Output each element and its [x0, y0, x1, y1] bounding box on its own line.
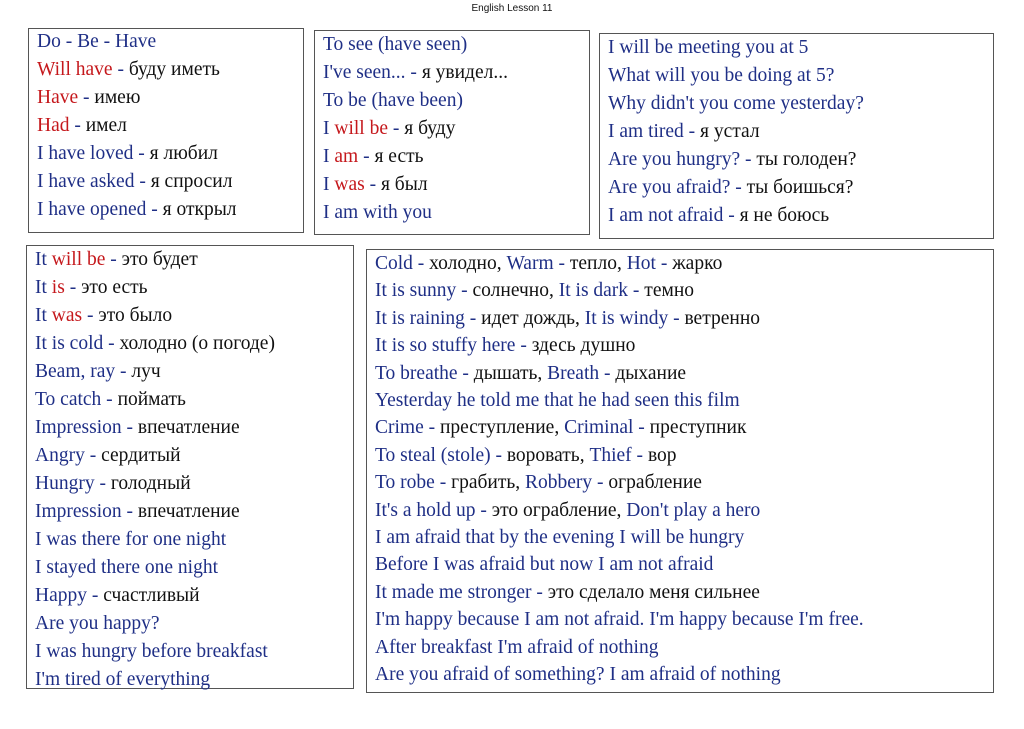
- russian-text: дышать,: [473, 362, 548, 384]
- highlight-text: am: [334, 146, 359, 167]
- phrase-line: [37, 199, 237, 221]
- english-text: Are you afraid of something? I am afraid of nothing: [375, 664, 781, 685]
- russian-text: грабить,: [451, 472, 526, 494]
- phrase-line: [323, 118, 455, 140]
- highlight-text: will be: [51, 249, 106, 270]
- highlight-text: was: [51, 305, 83, 326]
- english-text: It is so stuffy here -: [375, 335, 532, 357]
- phrase-line: [375, 664, 781, 686]
- english-text: I was there for one night: [35, 529, 227, 550]
- english-text: I am afraid that by the evening I will be hungry: [375, 527, 745, 548]
- russian-text: это было: [98, 305, 173, 326]
- english-text: Cold -: [375, 253, 430, 274]
- english-text: What will you be doing at 5?: [608, 65, 835, 86]
- russian-text: тепло,: [569, 253, 627, 274]
- english-text: Do - Be - Have: [37, 31, 157, 52]
- phrase-line: [323, 146, 424, 168]
- phrase-line: [35, 445, 181, 467]
- english-text: It: [35, 249, 52, 270]
- phrase-line: [608, 149, 856, 171]
- phrase-line: [37, 59, 220, 81]
- highlight-text: will be: [334, 118, 388, 139]
- english-text: Criminal -: [564, 417, 650, 439]
- russian-text: впечатление: [137, 501, 240, 522]
- vocab-box-questions: [599, 33, 994, 239]
- russian-text: преступление,: [439, 417, 565, 439]
- phrase-line: [35, 361, 161, 383]
- russian-text: ограбление: [608, 472, 702, 494]
- highlight-text: Have: [37, 87, 79, 108]
- phrase-line: [375, 363, 686, 385]
- english-text: I have opened -: [37, 199, 163, 220]
- russian-text: впечатление: [137, 417, 240, 438]
- phrase-line: [375, 335, 635, 357]
- english-text: It: [35, 277, 52, 298]
- russian-text: я устал: [700, 121, 760, 142]
- phrase-line: [375, 582, 760, 604]
- english-text: Impression -: [35, 417, 138, 438]
- russian-text: темно: [644, 280, 694, 302]
- russian-text: это сделало меня сильнее: [547, 581, 760, 603]
- english-text: -: [69, 115, 86, 136]
- vocab-box-do-be-have: [28, 28, 304, 233]
- russian-text: я есть: [374, 146, 424, 167]
- vocab-box-weather-crime: [366, 249, 994, 693]
- phrase-line: [375, 500, 760, 522]
- english-text: I: [323, 146, 335, 167]
- phrase-line: [375, 253, 722, 275]
- highlight-text: Had: [37, 115, 70, 136]
- english-text: Crime -: [375, 417, 440, 439]
- english-text: I was hungry before breakfast: [35, 641, 268, 662]
- phrase-line: [35, 557, 218, 579]
- phrase-line: [375, 390, 740, 412]
- highlight-text: is: [51, 277, 65, 298]
- russian-text: ветренно: [684, 307, 761, 329]
- russian-text: имею: [94, 87, 141, 108]
- english-text: It is raining -: [375, 307, 482, 329]
- english-text: It is dark -: [558, 280, 645, 302]
- phrase-line: [35, 305, 172, 327]
- english-text: Impression -: [35, 501, 138, 522]
- english-text: Don't play a hero: [626, 499, 761, 521]
- english-text: -: [105, 249, 122, 270]
- english-text: -: [358, 146, 375, 167]
- phrase-line: [375, 472, 702, 494]
- english-text: I will be meeting you at 5: [608, 37, 809, 58]
- english-text: I stayed there one night: [35, 557, 219, 578]
- english-text: -: [64, 277, 82, 298]
- russian-text: идет дождь,: [481, 307, 585, 329]
- english-text: To steal (stole) -: [375, 444, 507, 466]
- english-text: -: [112, 59, 129, 80]
- english-text: I am not afraid -: [608, 205, 740, 226]
- english-text: Warm -: [506, 253, 570, 274]
- english-text: To robe -: [375, 472, 452, 494]
- english-text: To see (have seen): [323, 34, 468, 55]
- english-text: Are you happy?: [35, 613, 160, 634]
- english-text: Why didn't you come yesterday?: [608, 93, 864, 114]
- phrase-line: [375, 527, 744, 549]
- phrase-line: [37, 87, 140, 109]
- phrase-line: [608, 65, 834, 87]
- phrase-line: [323, 202, 432, 224]
- phrase-line: [323, 174, 428, 196]
- phrase-line: [608, 93, 864, 115]
- russian-text: я был: [380, 174, 428, 195]
- phrase-line: [35, 249, 198, 271]
- english-text: I've seen... -: [323, 62, 422, 83]
- phrase-line: [35, 277, 148, 299]
- english-text: -: [78, 87, 95, 108]
- russian-text: здесь душно: [531, 335, 636, 357]
- english-text: It's a hold up -: [375, 499, 492, 521]
- english-text: Angry -: [35, 445, 102, 466]
- russian-text: ты боишься?: [746, 177, 854, 198]
- english-text: Thief -: [589, 444, 648, 466]
- english-text: Happy -: [35, 585, 104, 606]
- phrase-line: [37, 171, 232, 193]
- phrase-line: [608, 37, 808, 59]
- russian-text: дыхание: [615, 362, 687, 384]
- phrase-line: [375, 308, 760, 330]
- russian-text: холодно (о погоде): [119, 333, 275, 354]
- vocab-box-to-see: [314, 30, 590, 235]
- english-text: I have asked -: [37, 171, 151, 192]
- english-text: -: [82, 305, 99, 326]
- phrase-line: [35, 585, 200, 607]
- phrase-line: [37, 31, 156, 53]
- phrase-line: [323, 90, 463, 112]
- russian-text: буду иметь: [128, 59, 220, 80]
- russian-text: счастливый: [103, 585, 200, 606]
- russian-text: я спросил: [150, 171, 233, 192]
- english-text: -: [388, 118, 405, 139]
- russian-text: голодный: [110, 473, 191, 494]
- phrase-line: [35, 473, 191, 495]
- english-text: To breathe -: [375, 362, 474, 384]
- russian-text: это будет: [121, 249, 198, 270]
- english-text: It is sunny -: [375, 280, 473, 302]
- english-text: I'm happy because I am not afraid. I'm happy because I'm free.: [375, 609, 864, 631]
- page-title: English Lesson 11: [471, 3, 553, 14]
- english-text: I am with you: [323, 202, 432, 223]
- phrase-line: [35, 389, 186, 411]
- russian-text: вор: [647, 444, 677, 466]
- english-text: It: [35, 305, 52, 326]
- phrase-line: [35, 669, 210, 691]
- phrase-line: [375, 637, 658, 659]
- english-text: Yesterday he told me that he had seen this film: [375, 390, 740, 411]
- phrase-line: [35, 333, 275, 355]
- english-text: It is cold -: [35, 333, 120, 354]
- russian-text: это ограбление,: [491, 499, 627, 521]
- english-text: Hot -: [626, 253, 673, 274]
- english-text: Are you hungry? -: [608, 149, 757, 170]
- phrase-line: [608, 121, 760, 143]
- phrase-line: [608, 177, 853, 199]
- english-text: Breath -: [547, 362, 616, 384]
- russian-text: имел: [85, 115, 127, 136]
- english-text: To catch -: [35, 389, 118, 410]
- russian-text: ты голоден?: [756, 149, 857, 170]
- english-text: It is windy -: [584, 307, 685, 329]
- phrase-line: [35, 641, 268, 663]
- english-text: Beam, ray -: [35, 361, 132, 382]
- english-text: Robbery -: [525, 472, 609, 494]
- phrase-line: [35, 529, 226, 551]
- russian-text: поймать: [117, 389, 186, 410]
- phrase-line: [323, 34, 467, 56]
- russian-text: сердитый: [101, 445, 181, 466]
- russian-text: я не боюсь: [739, 205, 830, 226]
- phrase-line: [375, 280, 694, 302]
- english-text: Are you afraid? -: [608, 177, 747, 198]
- phrase-line: [37, 143, 218, 165]
- english-text: I have loved -: [37, 143, 150, 164]
- phrase-line: [35, 613, 160, 635]
- phrase-line: [35, 417, 240, 439]
- english-text: I am tired -: [608, 121, 701, 142]
- russian-text: преступник: [649, 417, 747, 439]
- english-text: -: [364, 174, 381, 195]
- vocab-box-it-will-be: [26, 245, 354, 689]
- english-text: Before I was afraid but now I am not afraid: [375, 554, 714, 576]
- phrase-line: [375, 417, 746, 439]
- russian-text: воровать,: [506, 444, 590, 466]
- phrase-line: [375, 609, 864, 631]
- russian-text: это есть: [81, 277, 148, 298]
- phrase-line: [37, 115, 127, 137]
- phrase-line: [35, 501, 240, 523]
- russian-text: я открыл: [162, 199, 237, 220]
- phrase-line: [608, 205, 829, 227]
- english-text: I: [323, 118, 335, 139]
- russian-text: я буду: [404, 118, 456, 139]
- russian-text: солнечно,: [472, 280, 559, 302]
- english-text: I: [323, 174, 335, 195]
- highlight-text: was: [334, 174, 365, 195]
- phrase-line: [375, 554, 713, 576]
- russian-text: я увидел...: [421, 62, 508, 83]
- english-text: I'm tired of everything: [35, 669, 211, 690]
- phrase-line: [375, 445, 677, 467]
- russian-text: жарко: [672, 253, 723, 274]
- english-text: To be (have been): [323, 90, 463, 111]
- russian-text: холодно,: [429, 253, 507, 274]
- english-text: Hungry -: [35, 473, 111, 494]
- english-text: It made me stronger -: [375, 581, 548, 603]
- russian-text: я любил: [149, 143, 218, 164]
- highlight-text: Will have: [37, 59, 113, 80]
- english-text: After breakfast I'm afraid of nothing: [375, 636, 659, 658]
- phrase-line: [323, 62, 508, 84]
- russian-text: луч: [131, 361, 161, 382]
